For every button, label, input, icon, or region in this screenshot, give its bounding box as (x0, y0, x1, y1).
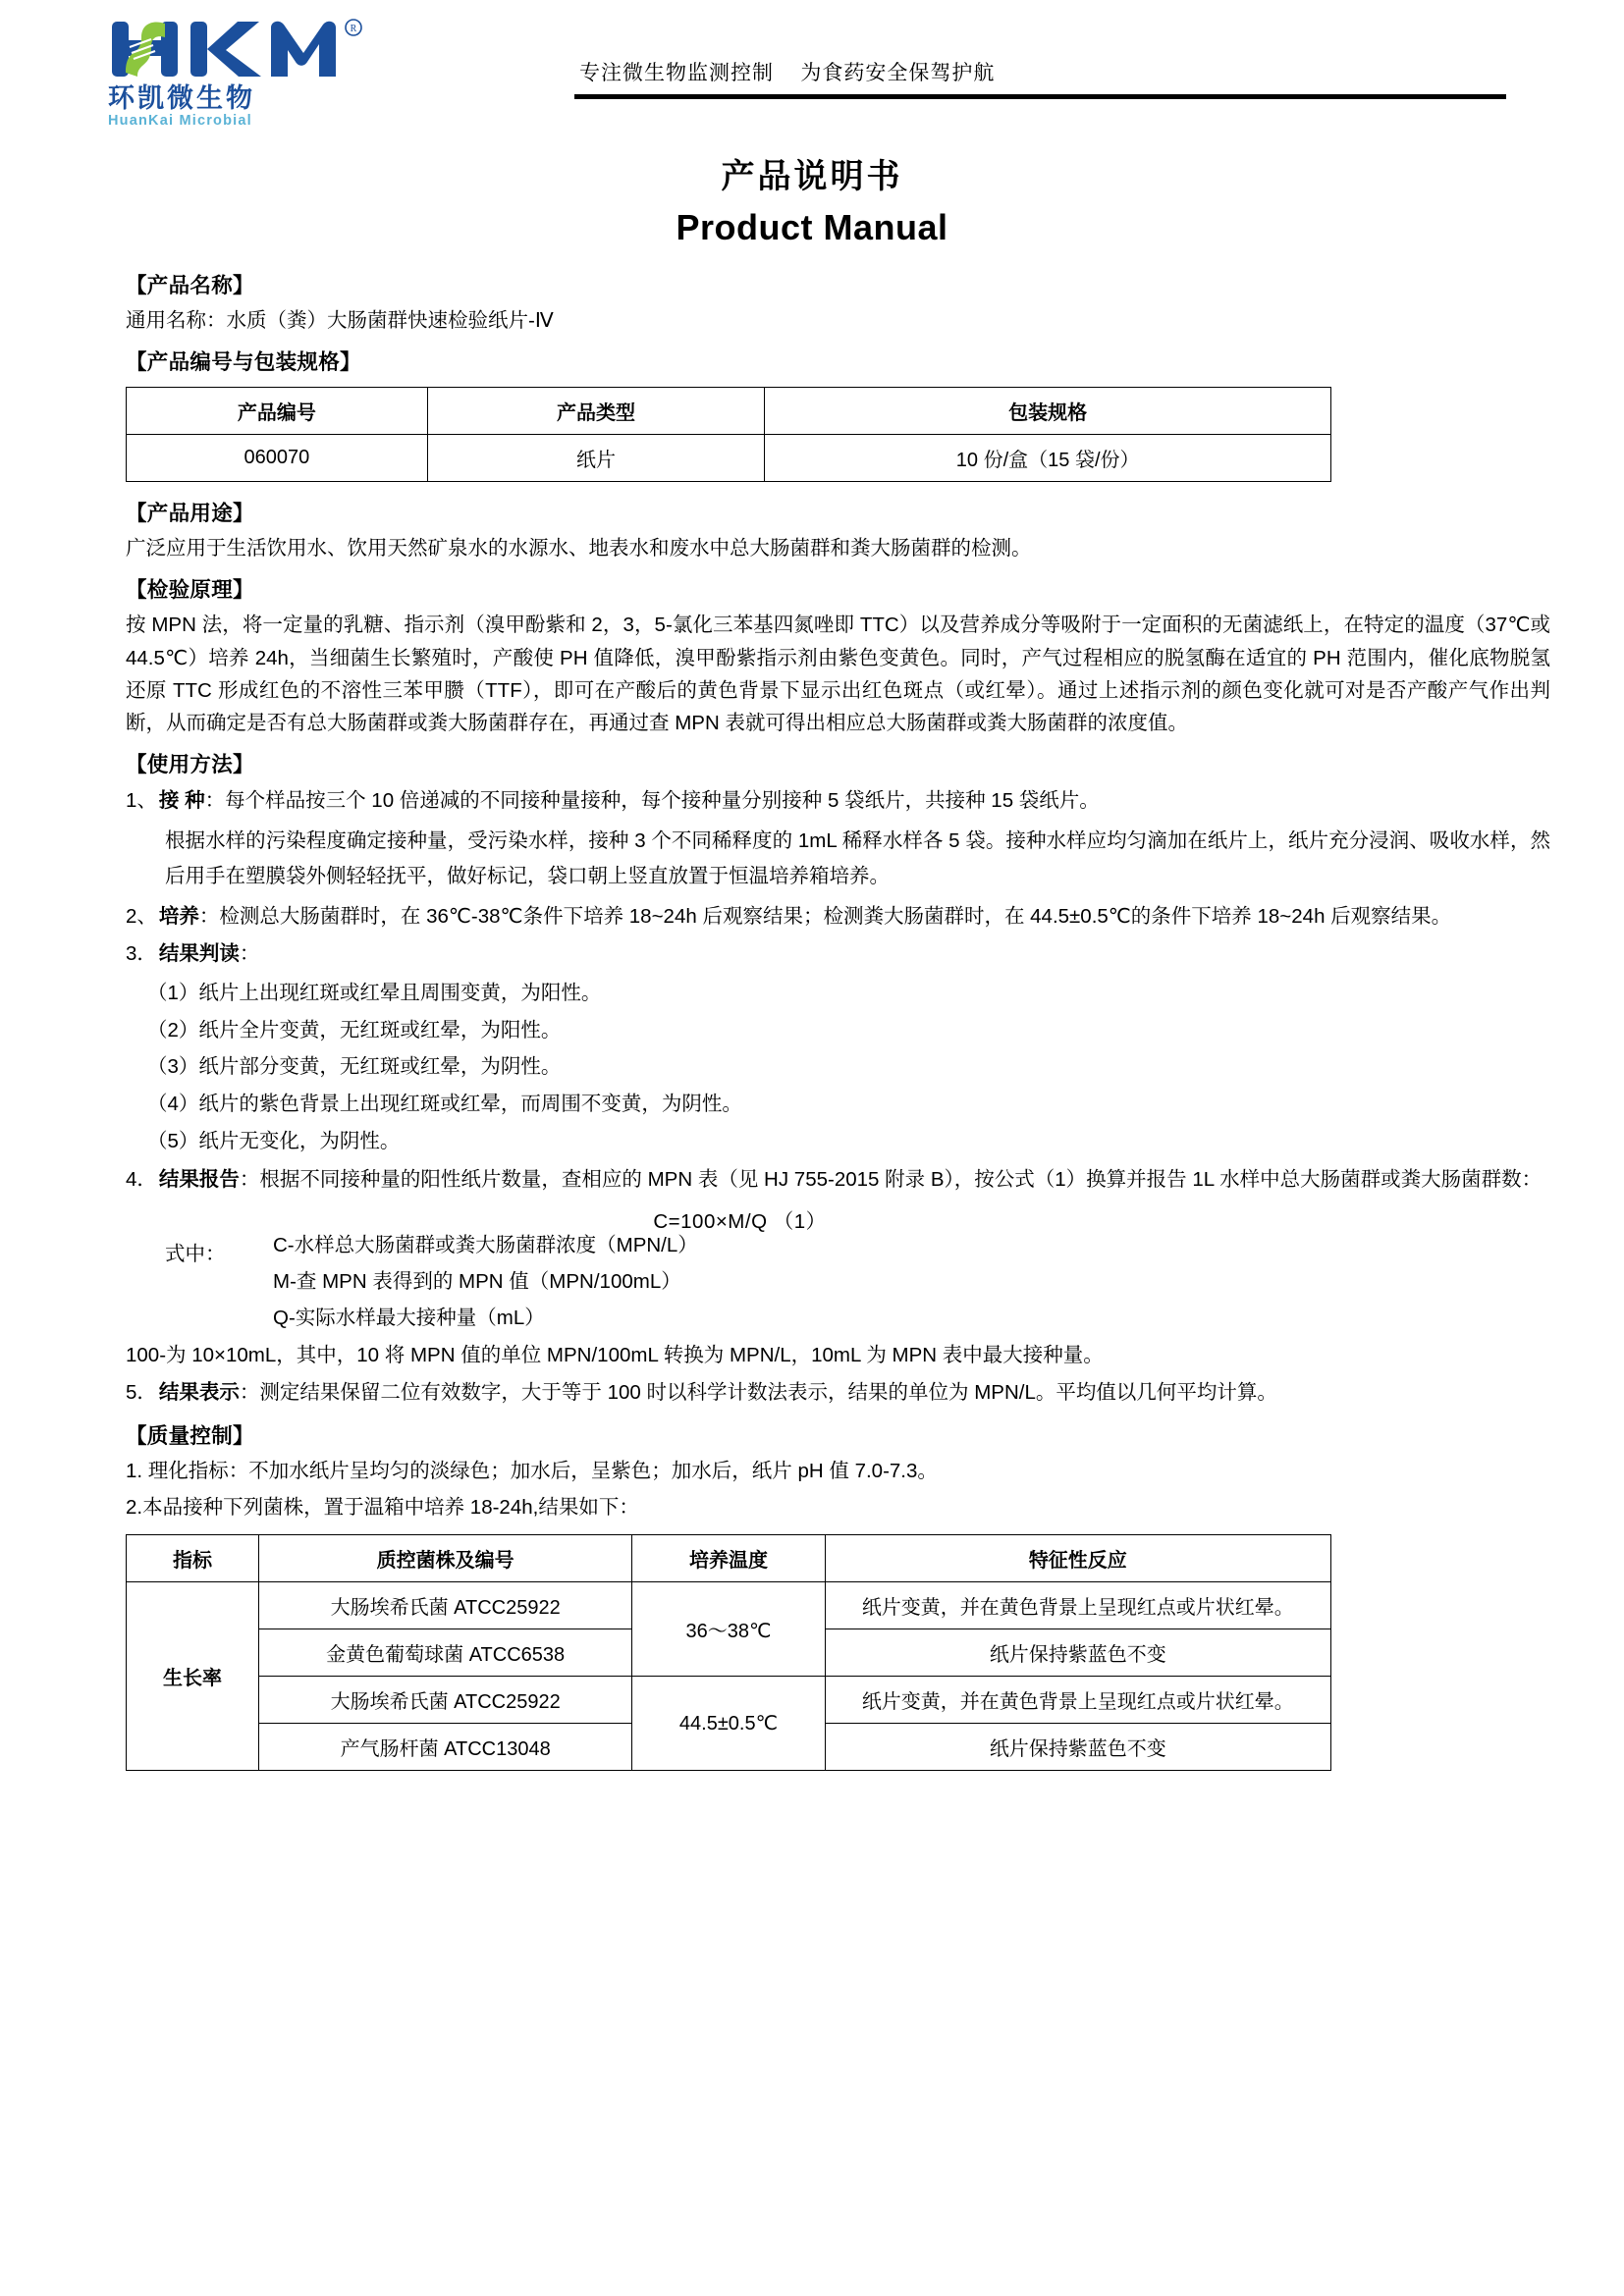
formula-def-m: M-查 MPN 表得到的 MPN 值（MPN/100mL） (273, 1270, 681, 1294)
step-2-number: 2、 (126, 904, 157, 928)
step-2-colon: ： (198, 904, 220, 928)
result-reading-item-3: （3）纸片部分变黄，无红斑或红晕，为阴性。 (147, 1055, 562, 1079)
step-5-number: 5． (126, 1380, 157, 1404)
step-3-body (159, 936, 1550, 972)
section-heading-method: 【使用方法】 (126, 753, 254, 777)
method-step-4 (126, 1162, 1550, 1198)
formula-def-q: Q-实际水样最大接种量（mL） (273, 1307, 545, 1330)
step-2-lead: 培养 (158, 904, 199, 928)
page-title-cn: 产品说明书 (721, 158, 903, 195)
table-header-row (127, 388, 1331, 435)
cell-strain-3: 大肠埃希氏菌 ATCC25922 (258, 1676, 631, 1723)
principle-text: 按 MPN 法，将一定量的乳糖、指示剂（溴甲酚紫和 2，3，5-氯化三苯基四氮唑即 TTC）以及营养成分等吸附于一定面积的无菌滤纸上，在特定的温度（37℃或 44.5℃）培养 24h，当细菌生长繁殖时，产酸使 PH 值降低，溴甲酚紫指示剂由紫色变黄色。同时，产气过程相应的脱氢酶在适宜的 PH 范围内，催化底物脱氢还原 TTC 形成红色的不溶性三苯甲臜（TTF），即可在产酸后的黄色背景下显示出红色斑点（或红晕）。通过上述指示剂的颜色变化就可对是否产酸产气作出判断，从而确定是否有总大肠菌群或粪大肠菌群存在，再通过查 MPN 表就可得出相应总大肠菌群或粪大肠菌群的浓度值。 (126, 614, 1550, 735)
result-reading-item-1: （1）纸片上出现红斑或红晕且周围变黄，为阳性。 (147, 981, 602, 1004)
generic-name-text: 通用名称：水质（粪）大肠菌群快速检验纸片-Ⅳ (126, 309, 554, 332)
table-header-row (127, 1534, 1331, 1581)
step-3-number: 3． (126, 942, 157, 966)
step-2-body (159, 899, 1550, 934)
col-strain: 质控菌株及编号 (258, 1534, 631, 1581)
step-4-lead: 结果报告 (158, 1168, 240, 1192)
cell-product-code: 060070 (127, 435, 428, 482)
mpn-formula: C=100×M/Q （1） (653, 1209, 827, 1233)
spec-table-wrap (126, 381, 1550, 488)
step-2-text: 检测总大肠菌群时，在 36℃-38℃条件下培养 18~24h 后观察结果；检测粪大肠菌群时，在 44.5±0.5℃的条件下培养 18~24h 后观察结果。 (219, 904, 1452, 928)
header-tagline-area (403, 18, 1565, 124)
formula-where-label: 式中： (165, 1242, 226, 1265)
formula-def-c: C-水样总大肠菌群或粪大肠菌群浓度（MPN/L） (273, 1233, 698, 1256)
table-row (127, 1676, 1331, 1723)
step-1-continuation: 根据水样的污染程度确定接种量，受污染水样，接种 3 个不同稀释度的 1mL 稀释水样各 5 袋。接种水样应均匀滴加在纸片上，纸片充分浸润、吸收水样，然后用手在塑膜袋外侧轻轻抚平，做好标记，袋口朝上竖直放置于恒温培养箱培养。 (165, 828, 1550, 888)
table-row (127, 1581, 1331, 1629)
col-reaction: 特征性反应 (825, 1534, 1330, 1581)
step-1-body (159, 783, 1550, 819)
method-step-3 (126, 936, 1550, 972)
spec-table (126, 387, 1331, 482)
section-heading-principle: 【检验原理】 (126, 578, 254, 603)
method-step-2 (126, 899, 1550, 934)
document-body (0, 248, 1624, 1777)
cell-growth-rate-label: 生长率 (127, 1581, 259, 1770)
cell-reaction-3: 纸片变黄，并在黄色背景上呈现红点或片状红晕。 (825, 1676, 1330, 1723)
step-5-body (159, 1375, 1550, 1411)
step-3-colon: ： (239, 942, 260, 966)
section-heading-product-use: 【产品用途】 (126, 502, 254, 526)
cell-reaction-4: 纸片保持紫蓝色不变 (825, 1723, 1330, 1770)
table-row (127, 435, 1331, 482)
step-4-colon: ： (239, 1168, 260, 1192)
step-4-number: 4． (126, 1168, 157, 1192)
company-name-en: HuanKai Microbial (108, 113, 252, 130)
qc-item-2: 2.本品接种下列菌株，置于温箱中培养 18-24h,结果如下： (126, 1496, 639, 1520)
qc-table-wrap (126, 1528, 1550, 1777)
cell-temperature-1: 36～38℃ (632, 1581, 825, 1676)
step-1-lead: 接 种 (158, 789, 205, 813)
hkm-logo-mark (108, 18, 393, 82)
section-heading-quality-control: 【质量控制】 (126, 1424, 254, 1449)
step-5-lead: 结果表示 (158, 1380, 240, 1404)
page-title-en: Product Manual (676, 207, 948, 247)
method-step-5 (126, 1375, 1550, 1411)
step-1-number: 1、 (126, 789, 157, 813)
company-name-cn: 环凯微生物 (108, 83, 255, 113)
header-tagline: 专注微生物监测控制 为食药安全保驾护航 (579, 62, 996, 84)
header-divider (574, 94, 1506, 99)
col-indicator: 指标 (127, 1534, 259, 1581)
cell-strain-2: 金黄色葡萄球菌 ATCC6538 (258, 1629, 631, 1676)
cell-reaction-2: 纸片保持紫蓝色不变 (825, 1629, 1330, 1676)
cell-package-spec: 10 份/盒（15 袋/份） (765, 435, 1331, 482)
cell-product-type: 纸片 (427, 435, 765, 482)
step-5-text: 测定结果保留二位有效数字，大于等于 100 时以科学计数法表示，结果的单位为 MPN/L。平均值以几何平均计算。 (259, 1380, 1277, 1404)
step-1-text: 每个样品按三个 10 倍递减的不同接种量接种，每个接种量分别接种 5 袋纸片，共接种 15 袋纸片。 (225, 789, 1100, 813)
result-reading-item-4: （4）纸片的紫色背景上出现红斑或红晕，而周围不变黄，为阴性。 (147, 1093, 742, 1116)
result-reading-item-5: （5）纸片无变化，为阴性。 (147, 1130, 401, 1153)
col-package-spec: 包装规格 (765, 388, 1331, 435)
method-step-1 (126, 783, 1550, 819)
step-4-body (159, 1162, 1550, 1198)
product-use-text: 广泛应用于生活饮用水、饮用天然矿泉水的水源水、地表水和废水中总大肠菌群和粪大肠菌群的检测。 (126, 537, 1032, 561)
step-1-colon: ： (204, 789, 226, 813)
qc-table (126, 1534, 1331, 1771)
col-product-code: 产品编号 (127, 388, 428, 435)
formula-note: 100-为 10×10mL，其中，10 将 MPN 值的单位 MPN/100mL 转换为 MPN/L，10mL 为 MPN 表中最大接种量。 (126, 1343, 1104, 1366)
qc-item-1: 1. 理化指标：不加水纸片呈均匀的淡绿色；加水后，呈紫色；加水后，纸片 pH 值 7.0-7.3。 (126, 1460, 938, 1483)
company-logo (108, 18, 403, 129)
step-4-text: 根据不同接种量的阳性纸片数量，查相应的 MPN 表（见 HJ 755-2015 附录 B），按公式（1）换算并报告 1L 水样中总大肠菌群或粪大肠菌群数： (259, 1168, 1543, 1192)
cell-temperature-2: 44.5±0.5℃ (632, 1676, 825, 1770)
cell-strain-4: 产气肠杆菌 ATCC13048 (258, 1723, 631, 1770)
page-header (0, 0, 1624, 128)
result-reading-item-2: （2）纸片全片变黄，无红斑或红晕，为阳性。 (147, 1018, 562, 1041)
col-temperature: 培养温度 (632, 1534, 825, 1581)
section-heading-product-name: 【产品名称】 (126, 274, 254, 297)
svg-text:R: R (350, 24, 357, 34)
step-3-lead: 结果判读 (158, 942, 240, 966)
hkm-logo-icon (108, 18, 393, 82)
section-heading-product-code: 【产品编号与包装规格】 (126, 350, 361, 375)
col-product-type: 产品类型 (427, 388, 765, 435)
cell-strain-1: 大肠埃希氏菌 ATCC25922 (258, 1581, 631, 1629)
cell-reaction-1: 纸片变黄，并在黄色背景上呈现红点或片状红晕。 (825, 1581, 1330, 1629)
step-5-colon: ： (239, 1380, 260, 1404)
